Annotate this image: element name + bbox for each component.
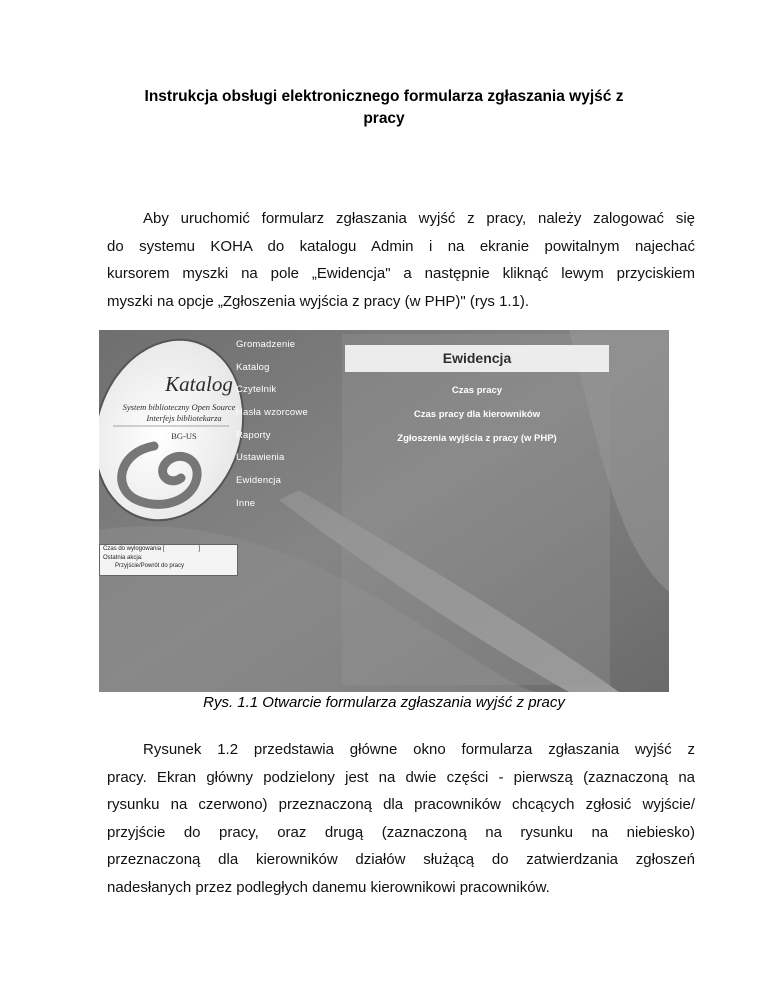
menu-item-inne[interactable]: Inne: [236, 497, 256, 509]
link-czas-pracy[interactable]: Czas pracy: [451, 385, 503, 396]
document-title: [80, 86, 688, 130]
title-line-2: pracy: [363, 110, 405, 127]
paragraph-line: nadesłanych przez podległych danemu kierownikowi pracowników.: [107, 878, 550, 896]
title-line-1: Instrukcja obsługi elektronicznego formularza zgłaszania wyjść z: [144, 88, 624, 105]
menu-item-ewidencja[interactable]: Ewidencja: [236, 475, 282, 487]
menu-item-gromadzenie[interactable]: Gromadzenie: [236, 339, 296, 350]
description-paragraph: [107, 736, 695, 901]
ewidencja-header: Ewidencja: [345, 345, 609, 372]
figure-caption: Rys. 1.1 Otwarcie formularza zgłaszania wyjść z pracy: [203, 694, 565, 711]
link-czas-pracy-kierownikow[interactable]: Czas pracy dla kierowników: [413, 409, 541, 420]
paragraph-line: Rysunek 1.2 przedstawia główne okno formularza zgłaszania wyjść z: [143, 741, 695, 758]
paragraph-line: myszki na opcje „Zgłoszenia wyjścia z pracy (w PHP)" (rys 1.1).: [107, 292, 530, 310]
logo-org: BG-US: [171, 431, 197, 441]
link-zgloszenia-wyjscia[interactable]: Zgłoszenia wyjścia z pracy (w PHP): [397, 433, 557, 444]
logout-timer: [103, 545, 237, 554]
paragraph-line: pracy. Ekran główny podzielony jest na dwie części - pierwszą (zaznaczoną na: [107, 768, 695, 786]
logo-title: Katalog: [165, 372, 233, 396]
menu-item-ustawienia[interactable]: Ustawienia: [236, 452, 285, 464]
paragraph-line: kursorem myszki na pole „Ewidencja" a następnie kliknąć lewym przyciskiem: [107, 265, 695, 282]
paragraph-line: rysunku na czerwono) przeznaczoną dla pracowników chcących zgłosić wyjście/: [107, 796, 695, 813]
paragraph-line: Aby uruchomić formularz zgłaszania wyjść z pracy, należy zalogować się: [143, 210, 695, 227]
paragraph-line: przyjście do pracy, oraz drugą (zaznaczoną na rysunku na niebiesko): [107, 823, 695, 841]
menu-item-hasla-wzorcowe[interactable]: Hasła wzorcowe: [236, 407, 308, 419]
session-status-box: [99, 544, 238, 576]
intro-paragraph: [107, 205, 695, 315]
paragraph-line: do systemu KOHA do katalogu Admin i na ekranie powitalnym najechać: [107, 237, 695, 255]
menu-item-czytelnik[interactable]: Czytelnik: [236, 384, 277, 396]
logout-bracket: ]: [198, 546, 201, 552]
main-menu: [236, 337, 308, 519]
koha-screenshot-figure: [99, 330, 669, 692]
logo-subtitle: System biblioteczny Open Source: [122, 402, 236, 412]
return-to-work-button[interactable]: Przyjście/Powrót do pracy: [115, 563, 185, 569]
logout-label: Czas do wylogowania [: [103, 546, 165, 552]
logo-subtitle-2: Interfejs bibliotekarza: [146, 413, 222, 423]
menu-item-raporty[interactable]: Raporty: [236, 429, 271, 441]
menu-item-katalog[interactable]: Katalog: [236, 361, 270, 373]
paragraph-line: przeznaczoną dla kierowników działów służącą do zatwierdzania zgłoszeń: [107, 851, 695, 868]
last-action-label: Ostatnia akcja:: [103, 554, 143, 561]
